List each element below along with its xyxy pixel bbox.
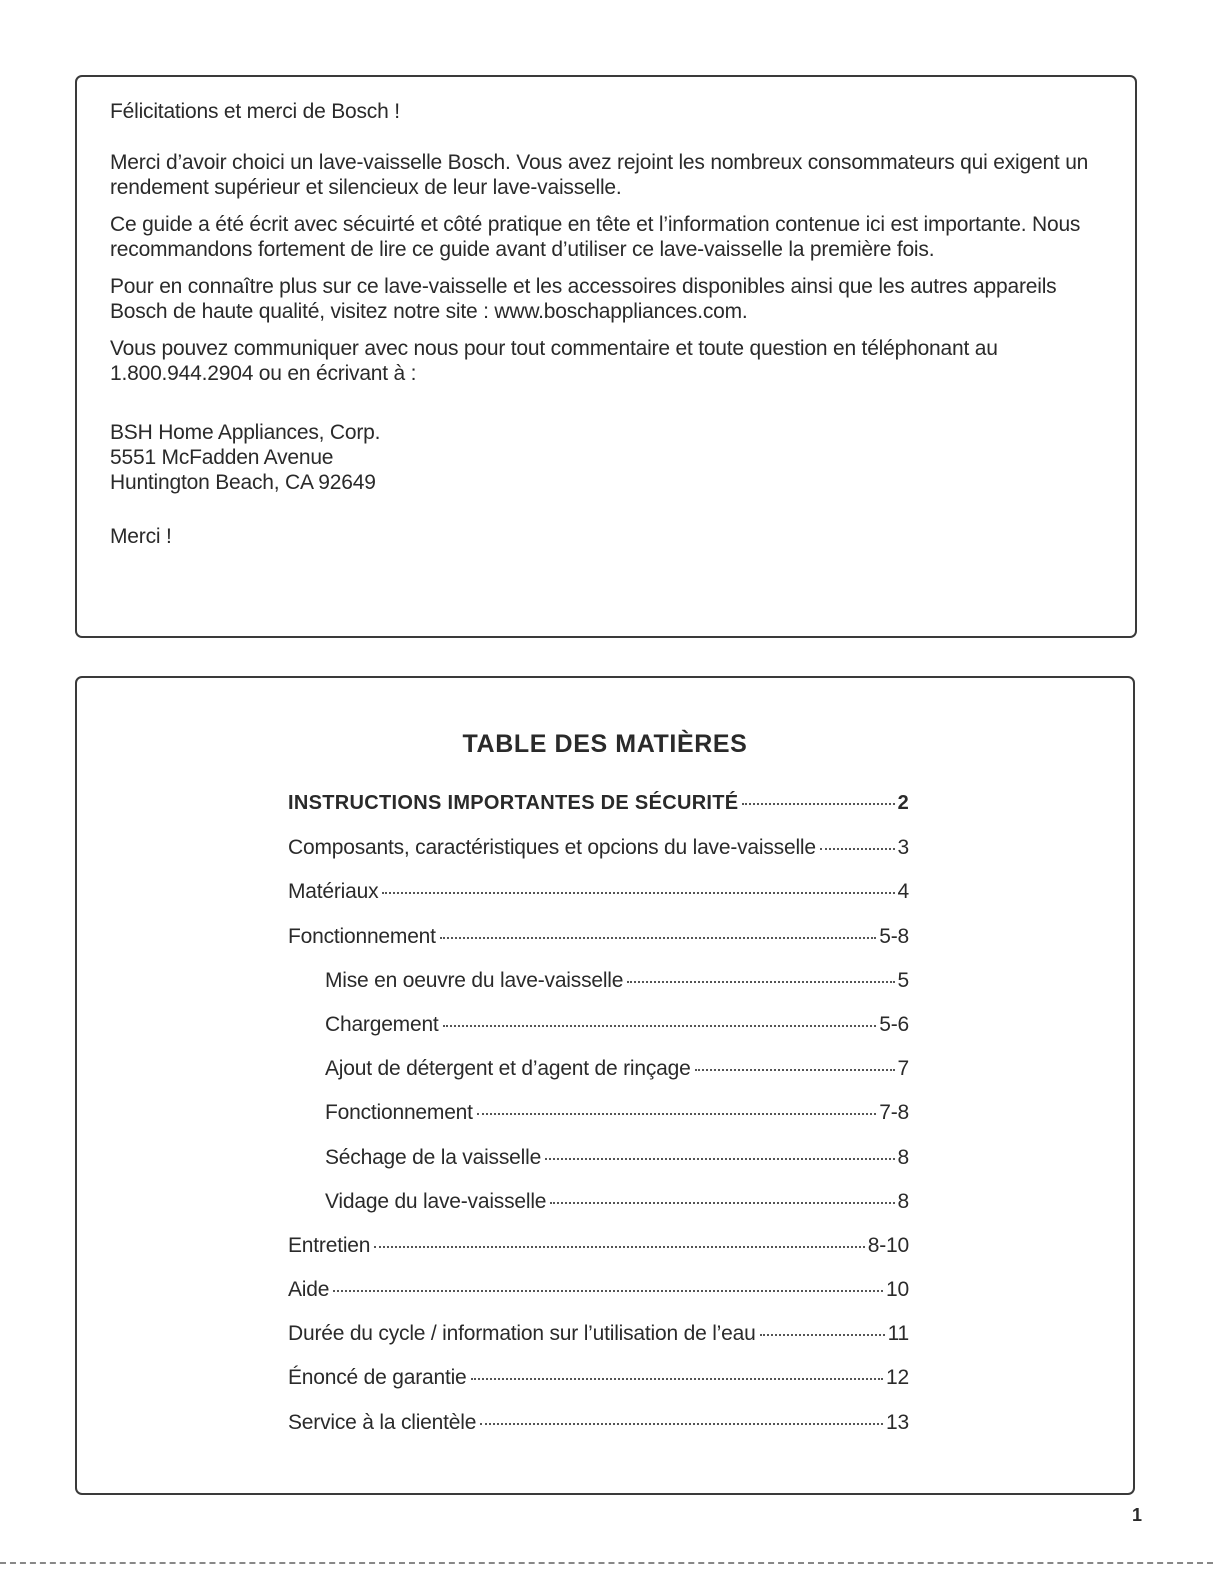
toc-entry-label: Durée du cycle / information sur l’utilisation de l’eau [288,1322,756,1346]
address-line: Huntington Beach, CA 92649 [110,471,376,494]
dot-leader [440,937,876,939]
toc-entry-page: 8 [897,1189,909,1213]
mailing-address [110,420,1105,495]
intro-paragraph: Vous pouvez communiquer avec nous pour tout commentaire et toute question en téléphonant au 1.800.944.2904 ou en écrivant à : [110,337,998,385]
greeting-text: Félicitations et merci de Bosch ! [110,100,400,123]
dot-leader [742,803,894,805]
dot-leader [443,1025,877,1027]
page-number: 1 [1131,1505,1142,1525]
toc-entry [288,792,909,836]
bottom-divider [0,1562,1213,1564]
toc-entry-label: Chargement [325,1012,439,1036]
toc-entry-label: Fonctionnement [288,924,436,948]
toc-entry-label: Matériaux [288,880,379,904]
dot-leader [477,1113,876,1115]
toc-entry [288,1366,909,1410]
toc-entry-page: 2 [897,792,909,814]
toc-entry-page: 7-8 [879,1101,909,1125]
toc-entry [288,836,909,880]
toc-entry-label: Service à la clientèle [288,1410,477,1434]
toc-entry [288,1234,909,1278]
dot-leader [550,1202,894,1204]
toc-entry-label: Vidage du lave-vaisselle [325,1189,547,1213]
dot-leader [545,1158,894,1160]
dot-leader [760,1334,885,1336]
dot-leader [695,1069,895,1071]
toc-subentry [288,969,909,1013]
dot-leader [374,1246,865,1248]
intro-paragraph: Merci d’avoir choici un lave-vaisselle Bosch. Vous avez rejoint les nombreux consommateurs qui exigent un rendement supérieur et silencieux de leur lave-vaisselle. [110,151,1089,199]
dot-leader [820,848,895,850]
toc-entry-page: 8-10 [867,1233,909,1257]
closing-text: Merci ! [110,525,172,548]
toc-entry-page: 5 [897,968,909,992]
toc-entry-page: 5-8 [879,924,909,948]
intro-box [75,75,1137,638]
toc-entry-page: 12 [886,1366,909,1390]
toc-entry [288,1411,909,1455]
toc-entry-page: 3 [897,836,909,860]
dot-leader [333,1290,883,1292]
toc-entry-label: Ajout de détergent et d’agent de rinçage [325,1057,691,1081]
toc-entry-label: Mise en oeuvre du lave-vaisselle [325,968,624,992]
address-line: 5551 McFadden Avenue [110,446,334,469]
toc-entry-page: 7 [897,1057,909,1081]
toc-entry-page: 8 [897,1145,909,1169]
toc-entry [288,925,909,969]
toc-subentry [288,1146,909,1190]
dot-leader [627,981,894,983]
toc-title: TABLE DES MATIÈRES [462,730,748,758]
toc-entry-label: Énoncé de garantie [288,1366,467,1390]
intro-paragraph: Ce guide a été écrit avec sécuirté et côté pratique en tête et l’information contenue ici est importante. Nous recommandons fortement de lire ce guide avant d’utiliser ce lave-vaisselle la première fois. [110,213,1081,261]
toc-entry-label: INSTRUCTIONS IMPORTANTES DE SÉCURITÉ [288,792,739,814]
table-of-contents-box [75,676,1135,1495]
toc-entry [288,1278,909,1322]
toc-entry-label: Composants, caractéristiques et opcions du lave-vaisselle [288,836,816,860]
toc-entry [288,880,909,924]
intro-paragraph: Pour en connaître plus sur ce lave-vaisselle et les accessoires disponibles ainsi que les autres appareils Bosch de haute qualité, visitez notre site : www.boschappliances.com. [110,275,1057,323]
toc-entry-page: 5-6 [879,1012,909,1036]
toc-subentry [288,1190,909,1234]
toc-subentry [288,1057,909,1101]
toc-entry-page: 4 [897,880,909,904]
toc-list [288,792,909,1455]
toc-entry-page: 13 [886,1410,909,1434]
toc-entry-label: Fonctionnement [325,1101,473,1125]
toc-subentry [288,1101,909,1145]
address-line: BSH Home Appliances, Corp. [110,421,381,444]
toc-entry [288,1322,909,1366]
toc-entry-page: 11 [887,1322,909,1346]
toc-entry-page: 10 [886,1278,909,1302]
toc-entry-label: Séchage de la vaisselle [325,1145,542,1169]
toc-entry-label: Entretien [288,1233,371,1257]
toc-entry-label: Aide [288,1278,330,1302]
dot-leader [471,1378,883,1380]
dot-leader [480,1423,883,1425]
dot-leader [382,892,894,894]
toc-subentry [288,1013,909,1057]
